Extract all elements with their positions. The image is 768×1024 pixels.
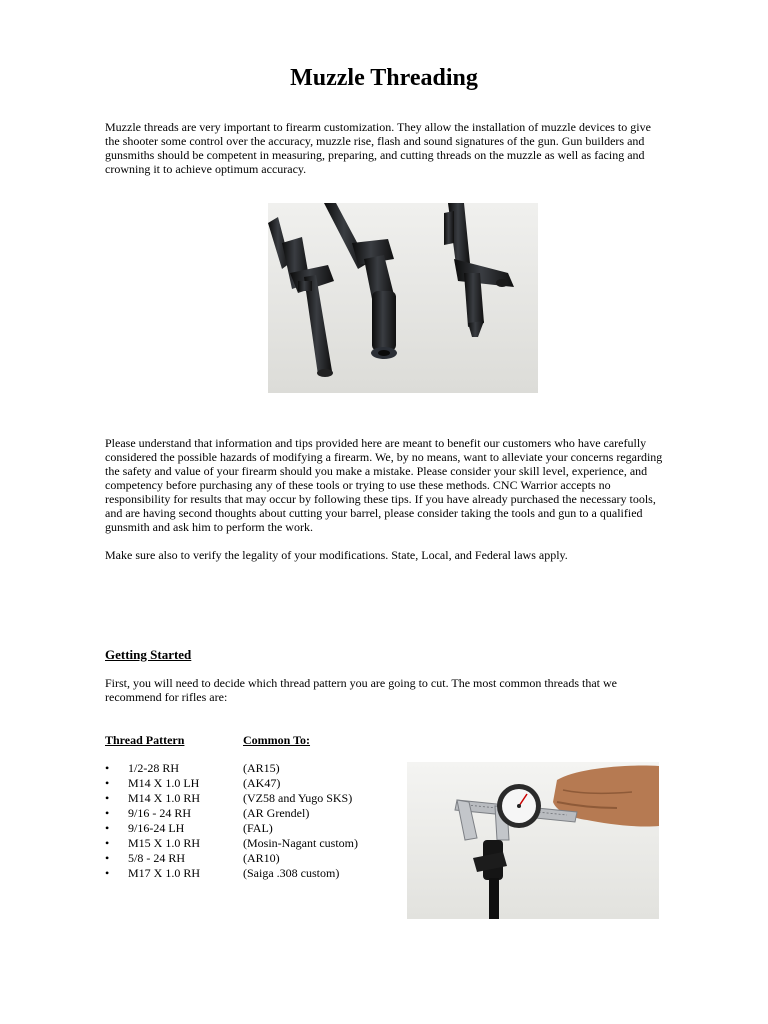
common-to-column-header: Common To:	[243, 733, 311, 747]
list-item	[105, 776, 405, 791]
list-item	[105, 821, 405, 836]
list-item	[105, 761, 405, 776]
common-to: (AR15)	[243, 761, 280, 775]
thread-pattern: 5/8 - 24 RH	[128, 851, 185, 865]
bullet: •	[105, 821, 110, 835]
list-item	[105, 851, 405, 866]
list-item	[105, 836, 405, 851]
getting-started-heading: Getting Started	[105, 647, 192, 662]
bullet: •	[105, 866, 110, 880]
page-title: Muzzle Threading	[290, 65, 478, 91]
muzzle-devices-photo	[268, 203, 538, 393]
common-to: (Mosin-Nagant custom)	[243, 836, 358, 850]
list-item	[105, 866, 405, 881]
thread-pattern-column-header: Thread Pattern	[105, 733, 185, 747]
common-to: (VZ58 and Yugo SKS)	[243, 791, 353, 805]
common-to: (AK47)	[243, 776, 281, 790]
thread-pattern: 1/2-28 RH	[128, 761, 179, 775]
common-to: (AR10)	[243, 851, 280, 865]
disclaimer-paragraph: Please understand that information and tips provided here are meant to benefit our customers who have carefully considered the possible hazards of modifying a firearm. We, by no means, want to alleviate your concerns regarding the safety and value of your firearm should you make a mistake. Please consider your skill level, experience, and competency before purchasing any of these tools or trying to use these methods. CNC Warrior accepts no responsibility for results that may occur by following these tips. If you have already purchased the necessary tools, and are having second thoughts about cutting your barrel, please consider taking the tools and gun to a qualified gunsmith and ask him to perform the work.	[105, 436, 663, 534]
thread-pattern: 9/16-24 LH	[128, 821, 185, 835]
common-to: (FAL)	[243, 821, 273, 835]
thread-pattern: M14 X 1.0 LH	[128, 776, 200, 790]
thread-pattern: 9/16 - 24 RH	[128, 806, 191, 820]
list-item	[105, 791, 405, 806]
caliper-measurement-photo	[407, 762, 659, 919]
common-to: (AR Grendel)	[243, 806, 310, 820]
list-item	[105, 806, 405, 821]
legal-paragraph: Make sure also to verify the legality of your modifications. State, Local, and Federal laws apply.	[105, 548, 568, 562]
intro-paragraph: Muzzle threads are very important to firearm customization. They allow the installation of muzzle devices to give the shooter some control over the accuracy, muzzle rise, flash and sound signatures of the gun. Gun builders and gunsmiths should be competent in measuring, preparing, and cutting threads on the muzzle as well as facing and crowning it to achieve optimum accuracy.	[105, 120, 651, 176]
thread-pattern: M15 X 1.0 RH	[128, 836, 201, 850]
thread-pattern-list	[105, 761, 405, 881]
bullet: •	[105, 791, 110, 805]
thread-pattern: M17 X 1.0 RH	[128, 866, 201, 880]
getting-started-paragraph: First, you will need to decide which thread pattern you are going to cut. The most common threads that we recommend for rifles are:	[105, 676, 617, 704]
thread-pattern: M14 X 1.0 RH	[128, 791, 201, 805]
bullet: •	[105, 836, 110, 850]
bullet: •	[105, 761, 110, 775]
common-to: (Saiga .308 custom)	[243, 866, 340, 880]
bullet: •	[105, 851, 110, 865]
bullet: •	[105, 806, 110, 820]
bullet: •	[105, 776, 110, 790]
